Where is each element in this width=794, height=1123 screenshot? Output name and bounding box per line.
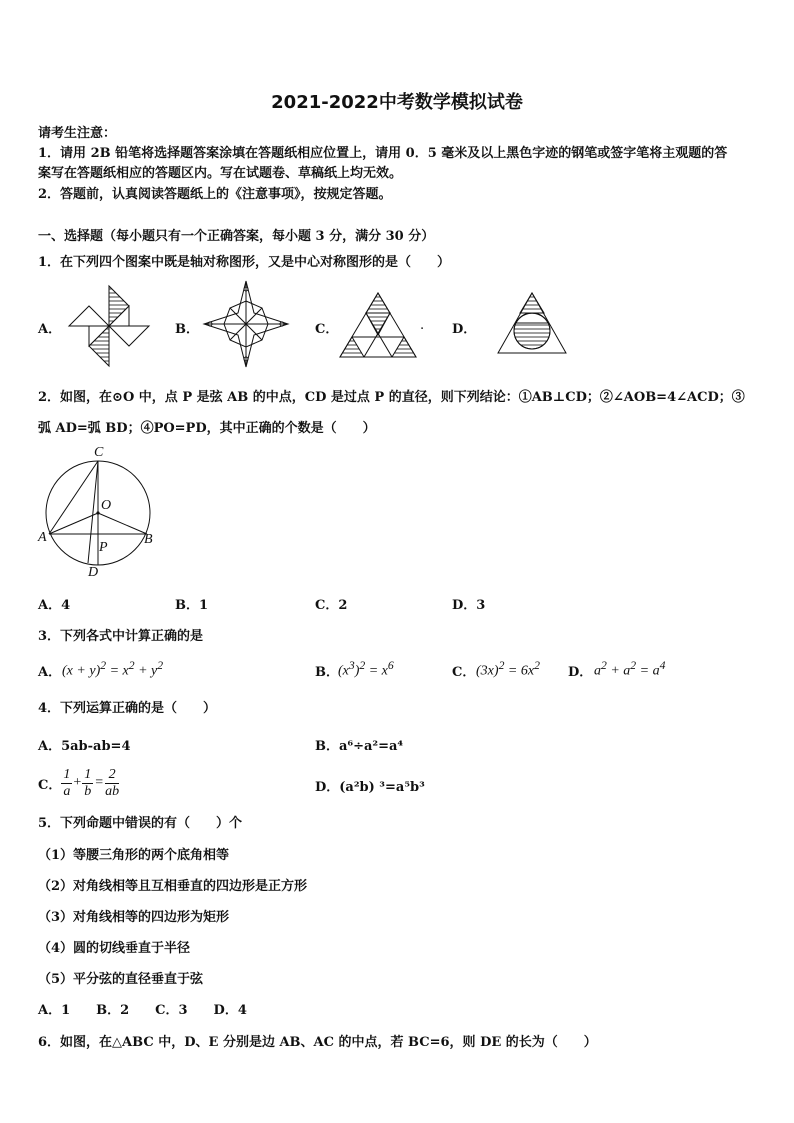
q5-item-3: （3）对角线相等的四边形为矩形 (38, 910, 230, 925)
q1-option-b-label: B． (175, 322, 199, 337)
q4-option-b: B．a⁶÷a²=a⁴ (315, 739, 404, 754)
triangle-circle-figure-icon (496, 291, 568, 355)
notice-line-1a: 1．请用 2B 铅笔将选择题答案涂填在答题纸相应位置上，请用 0．5 毫米及以上黑色字迹的钢笔或签字笔将主观题的答 (38, 146, 728, 161)
point-b-label: B (144, 532, 153, 547)
q2-stem-line-1: 2．如图，在⊙O 中，点 P 是弦 AB 的中点，CD 是过点 P 的直径，则下列结论：①AB⊥CD；②∠AOB=4∠ACD；③ (38, 390, 745, 405)
point-d-label: D (88, 565, 99, 580)
circle-geometry-figure (36, 445, 156, 580)
q3-option-d-expression: $a^2 + a^2 = a^4$ (594, 659, 666, 679)
fraction-1-over-a: $\frac{1}{a}$ (63, 766, 71, 799)
point-p-label: P (99, 540, 108, 555)
q3-option-c-expression: $(3x)^2 = 6x^2$ (476, 659, 540, 679)
q1-separator-dot: . (420, 318, 425, 333)
q3-option-c-label: C． (452, 665, 476, 680)
q5-item-4: （4）圆的切线垂直于半径 (38, 941, 191, 956)
compass-star-figure-icon (202, 279, 290, 369)
striped-triangle-figure-icon (338, 291, 418, 359)
q2-stem-line-2: 弧 AD=弧 BD；④PO=PD，其中正确的个数是（ ） (38, 421, 376, 436)
q2-option-b: B．1 (175, 598, 209, 613)
notice-line-2: 2．答题前，认真阅读答题纸上的《注意事项》，按规定答题。 (38, 187, 392, 202)
q3-option-d-label: D． (568, 665, 593, 680)
q3-option-a-label: A． (38, 665, 62, 680)
point-a-label: A (38, 530, 47, 545)
q2-option-d: D．3 (452, 598, 486, 613)
page-title: 2021-2022中考数学模拟试卷 (271, 92, 523, 113)
q3-option-b-expression: $(x^3)^2 = x^6$ (338, 659, 394, 679)
q5-stem: 5．下列命题中错误的有（ ）个 (38, 816, 243, 831)
fraction-2-over-ab: $\frac{2}{ab}$ (105, 766, 120, 799)
q2-option-a: A．4 (38, 598, 71, 613)
q5-item-1: （1）等腰三角形的两个底角相等 (38, 848, 230, 863)
q4-option-a: A．5ab-ab=4 (38, 739, 131, 754)
q2-option-c: C．2 (315, 598, 348, 613)
q1-stem: 1．在下列四个图案中既是轴对称图形，又是中心对称图形的是（ ） (38, 255, 451, 270)
q4-option-c: C． $\frac{1}{a}$ + $\frac{1}{b}$ = $\frac{2}{ab}$ (38, 766, 120, 799)
q6-stem: 6．如图，在△ABC 中，D、E 分别是边 AB、AC 的中点，若 BC=6，则 DE 的长为（ ） (38, 1035, 597, 1050)
q1-option-a-label: A． (38, 322, 62, 337)
q1-option-d-label: D． (452, 322, 477, 337)
q4-option-c-label: C． (38, 777, 62, 793)
q4-stem: 4．下列运算正确的是（ ） (38, 701, 217, 716)
notice-heading: 请考生注意： (38, 126, 117, 141)
q3-option-a-expression: $(x + y)^2 = x^2 + y^2$ (62, 659, 164, 679)
section-heading: 一、选择题（每小题只有一个正确答案，每小题 3 分，满分 30 分） (38, 229, 435, 244)
q5-item-5: （5）平分弦的直径垂直于弦 (38, 972, 204, 987)
q5-options: A．1 B．2 C．3 D．4 (38, 1003, 247, 1018)
point-o-label: O (101, 498, 112, 513)
notice-line-1b: 案写在答题纸相应的答题区内。写在试题卷、草稿纸上均无效。 (38, 166, 403, 181)
fraction-1-over-b: $\frac{1}{b}$ (84, 766, 92, 799)
q5-item-2: （2）对角线相等且互相垂直的四边形是正方形 (38, 879, 308, 894)
point-c-label: C (94, 445, 104, 460)
q3-stem: 3．下列各式中计算正确的是 (38, 629, 204, 644)
q4-option-d: D．(a²b) ³=a⁵b³ (315, 780, 425, 795)
q3-option-b-label: B． (315, 665, 339, 680)
q1-option-c-label: C． (315, 322, 339, 337)
pinwheel-figure-icon (66, 283, 152, 369)
